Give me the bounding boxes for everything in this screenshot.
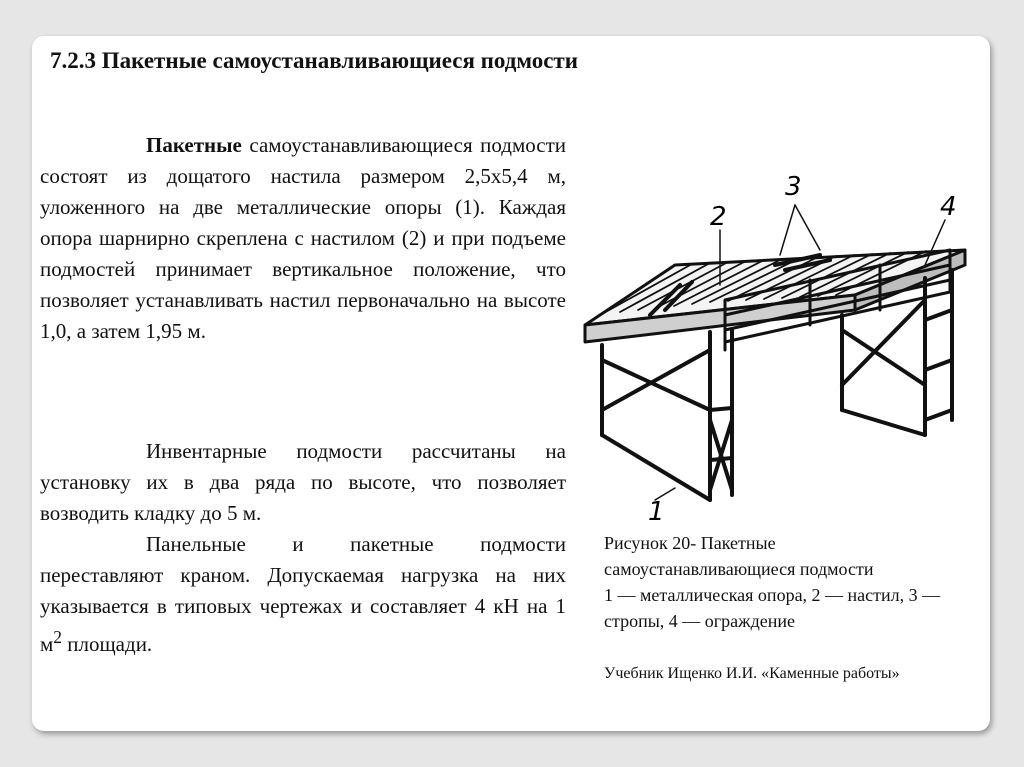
- paragraph-description: [40, 130, 566, 347]
- label-1: 1: [648, 497, 665, 527]
- paragraph-inventory-text: Инвентарные подмости рассчитаны на установку их в два ряда по высоте, что позволяет возводить кладку до 5 м.: [40, 439, 566, 525]
- superscript-unit: 2: [53, 627, 63, 647]
- paragraph-inventory: [40, 436, 566, 529]
- paragraph-description-text: самоустанавливающиеся подмости состоят из дощатого настила размером 2,5х5,4 м, уложенного на две металлические опоры (1). Каждая опора шарнирно скреплена с настилом (2) и при подъеме подмостей принимает вертикальное положение, что позволяет устанавливать настил первоначально на высоте 1,0, а затем 1,95 м.: [40, 133, 566, 343]
- label-4: 4: [940, 192, 957, 222]
- front-support: [602, 330, 732, 500]
- paragraph-load-end: площади.: [62, 632, 153, 656]
- label-2: 2: [710, 202, 727, 232]
- figure-caption-title: Рисунок 20- Пакетные самоустанавливающиеся подмости: [604, 533, 874, 579]
- slide-title: 7.2.3 Пакетные самоустанавливающиеся подмости: [50, 48, 578, 73]
- scaffold-figure: [580, 170, 980, 530]
- paragraph-load: [40, 529, 566, 660]
- figure-caption-legend: 1 — металлическая опора, 2 — настил, 3 — стропы, 4 — ограждение: [604, 585, 941, 631]
- figure-source: Учебник Ищенко И.И. «Каменные работы»: [604, 665, 900, 682]
- figure-caption: [604, 530, 954, 634]
- label-3: 3: [785, 172, 802, 202]
- paragraph-lead-word: Пакетные: [146, 133, 242, 157]
- leader-lines: [655, 205, 945, 500]
- paragraph-load-text: Панельные и пакетные подмости переставляют краном. Допускаемая нагрузка на них указывается в типовых чертежах и составляет 4 кН на 1 м: [40, 532, 566, 656]
